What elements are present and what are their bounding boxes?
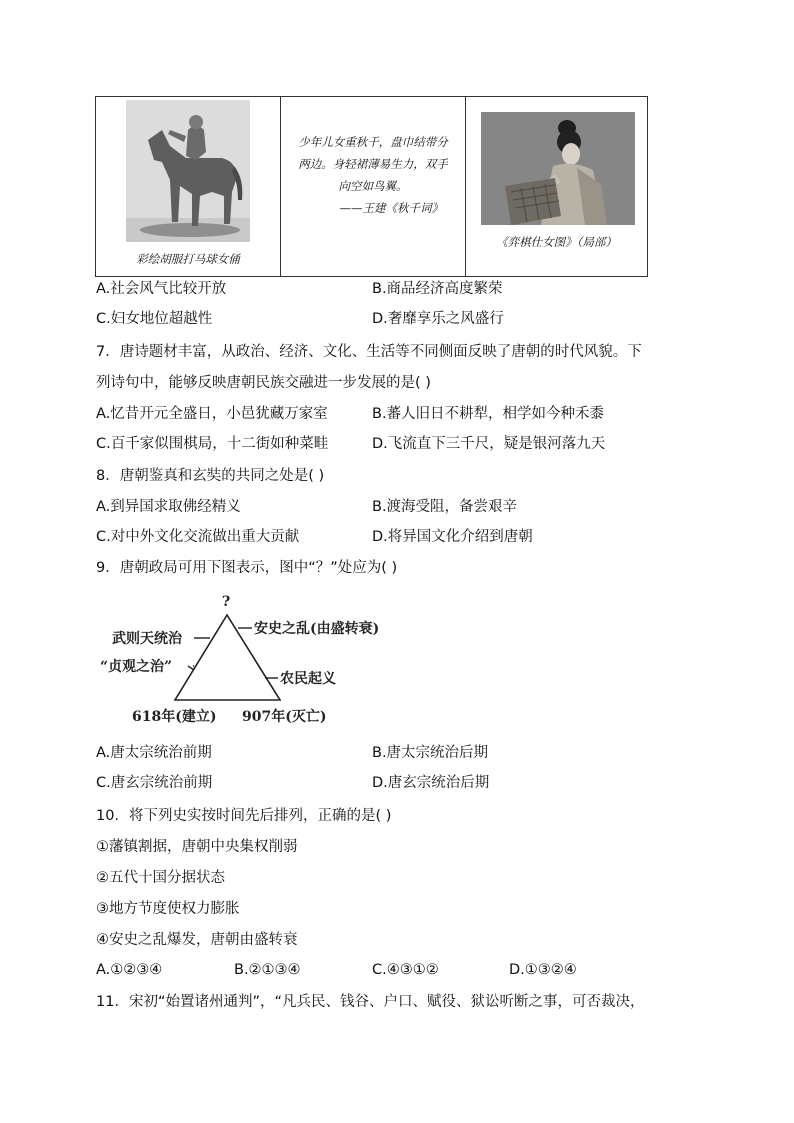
table-cell-figurine bbox=[96, 97, 280, 276]
painting-photo bbox=[481, 112, 635, 225]
poem-block bbox=[281, 131, 465, 219]
q10-stem: 10．将下列史实按时间先后排列，正确的是( ) bbox=[96, 808, 392, 824]
q10-item-1: ①藩镇割据，唐朝中央集权削弱 bbox=[96, 839, 298, 855]
q8-option-a: A.到异国求取佛经精义 bbox=[96, 499, 241, 515]
diagram-label-wuzetian: 武则天统治 bbox=[112, 631, 182, 647]
q9-option-c: C.唐玄宗统治前期 bbox=[96, 775, 213, 791]
q6-option-d: D.奢靡享乐之风盛行 bbox=[372, 311, 504, 327]
horse-rider-figurine-image bbox=[126, 100, 250, 242]
q10-item-3: ③地方节度使权力膨胀 bbox=[96, 901, 240, 917]
q7-option-d: D.飞流直下三千尺，疑是银河落九天 bbox=[372, 436, 606, 452]
poem-line: 向空如鸟翼。 bbox=[338, 179, 408, 193]
diagram-label-618: 618年(建立) bbox=[132, 709, 217, 725]
q6-option-a: A.社会风气比较开放 bbox=[96, 281, 227, 297]
diagram-label-question: ? bbox=[222, 594, 231, 610]
q10-option-c: C.④③①② bbox=[372, 962, 439, 978]
poem-line: 两边。身轻裙薄易生力，双手 bbox=[298, 157, 448, 171]
q8-stem: 8．唐朝鉴真和玄奘的共同之处是( ) bbox=[96, 468, 325, 484]
q6-option-b: B.商品经济高度繁荣 bbox=[372, 281, 503, 297]
q7-option-a: A.忆昔开元全盛日，小邑犹藏万家室 bbox=[96, 406, 328, 422]
weiqi-lady-painting-image bbox=[481, 112, 635, 225]
q7-option-c: C.百千家似围棋局，十二街如种菜畦 bbox=[96, 436, 329, 452]
q9-option-d: D.唐玄宗统治后期 bbox=[372, 775, 490, 791]
triangle-diagram-svg bbox=[100, 590, 400, 730]
painting-caption: 《弈棋仕女图》（局部） bbox=[496, 235, 617, 249]
q8-option-d: D.将异国文化介绍到唐朝 bbox=[372, 529, 533, 545]
q10-item-4: ④安史之乱爆发，唐朝由盛转衰 bbox=[96, 932, 298, 948]
q10-option-a: A.①②③④ bbox=[96, 962, 163, 978]
q6-option-c: C.妇女地位超越性 bbox=[96, 311, 213, 327]
q7-stem-line2: 列诗句中，能够反映唐朝民族交融进一步发展的是( ) bbox=[96, 375, 431, 391]
table-cell-painting bbox=[465, 97, 647, 276]
diagram-label-zhenguan: “贞观之治” bbox=[100, 659, 173, 675]
figurine-caption: 彩绘胡服打马球女俑 bbox=[136, 252, 240, 266]
q10-item-2: ②五代十国分据状态 bbox=[96, 870, 225, 886]
q11-stem-line1: 11．宋初“始置诸州通判”，“凡兵民、钱谷、户口、赋役、狱讼听断之事，可否裁决， bbox=[96, 994, 645, 1010]
image-table bbox=[95, 96, 648, 277]
diagram-label-peasant-uprising: 农民起义 bbox=[280, 671, 336, 687]
q7-stem-line1: 7．唐诗题材丰富，从政治、经济、文化、生活等不同侧面反映了唐朝的时代风貌。下 bbox=[96, 344, 642, 360]
q8-option-c: C.对中外文化交流做出重大贡献 bbox=[96, 529, 300, 545]
q10-option-d: D.①③②④ bbox=[509, 962, 577, 978]
tang-politics-triangle-diagram bbox=[100, 590, 400, 730]
q8-option-b: B.渡海受阻，备尝艰辛 bbox=[372, 499, 518, 515]
poem-line: 少年儿女重秋千，盘巾结带分 bbox=[298, 135, 448, 149]
table-cell-poem bbox=[280, 97, 465, 276]
q9-option-b: B.唐太宗统治后期 bbox=[372, 745, 489, 761]
q9-option-a: A.唐太宗统治前期 bbox=[96, 745, 212, 761]
q9-stem: 9．唐朝政局可用下图表示，图中“？”处应为( ) bbox=[96, 560, 398, 576]
diagram-label-907: 907年(灭亡) bbox=[242, 709, 327, 725]
q7-option-b: B.蕃人旧日不耕犁，相学如今种禾黍 bbox=[372, 406, 605, 422]
figurine-photo bbox=[126, 100, 250, 242]
poem-source: ——王建《秋千词》 bbox=[339, 201, 443, 215]
diagram-label-anshi: 安史之乱(由盛转衰) bbox=[254, 621, 380, 637]
q10-option-b: B.②①③④ bbox=[234, 962, 301, 978]
